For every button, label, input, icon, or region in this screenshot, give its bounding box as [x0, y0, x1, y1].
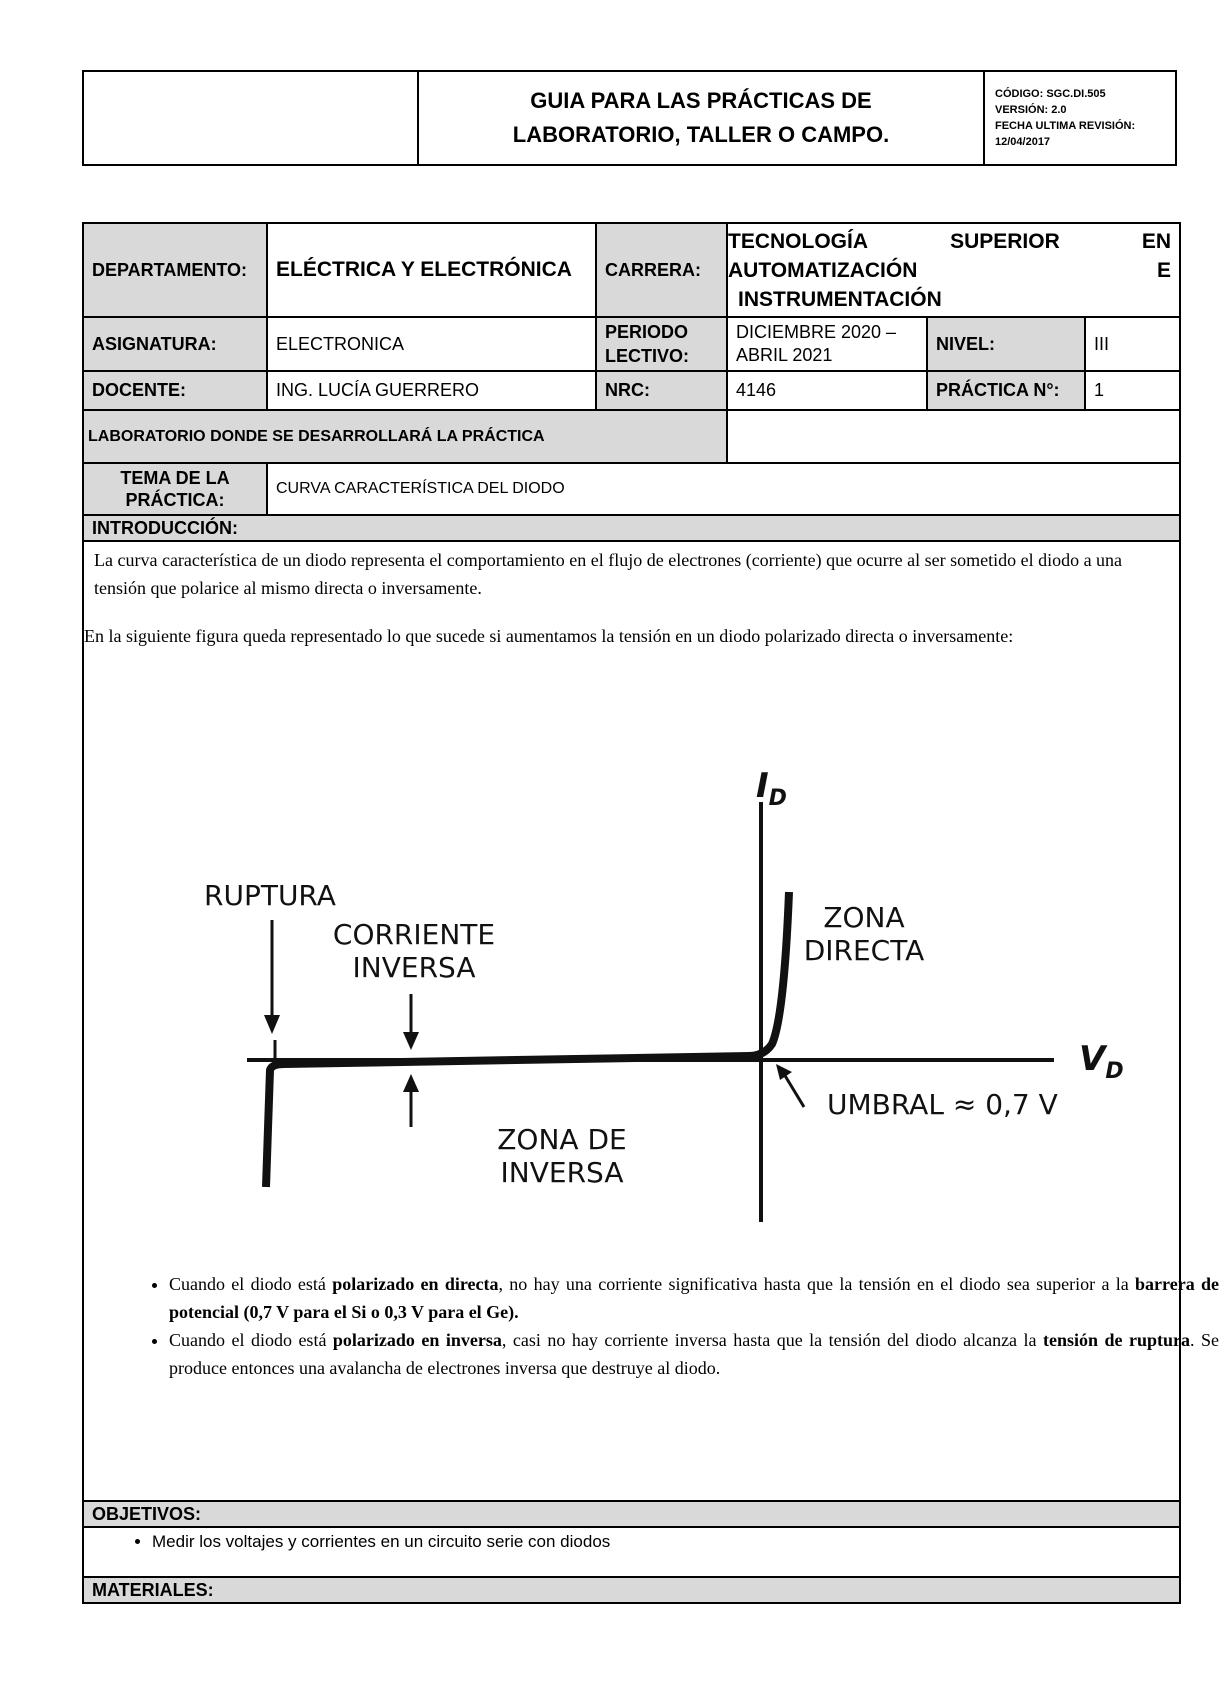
- carrera-word-1: TECNOLOGÍA: [728, 229, 868, 253]
- umbral-label: UMBRAL ≈ 0,7 V: [827, 1088, 1058, 1121]
- zona-directa-label-1: ZONA: [823, 901, 905, 934]
- carrera-word-4: AUTOMATIZACIÓN: [728, 258, 918, 282]
- introduccion-body: [83, 541, 1219, 1501]
- objetivos-heading: OBJETIVOS:: [83, 1501, 1180, 1527]
- practica-value: 1: [1085, 371, 1180, 410]
- practice-table: [82, 222, 1219, 1604]
- umbral-arrow: [784, 1074, 804, 1107]
- tema-label: [83, 463, 267, 515]
- zona-directa-label-2: DIRECTA: [803, 934, 925, 967]
- departamento-value: ELÉCTRICA Y ELECTRÓNICA: [267, 223, 596, 317]
- tema-label-line-1: TEMA DE LA: [120, 468, 230, 488]
- tema-value: CURVA CARACTERÍSTICA DEL DIODO: [267, 463, 1180, 515]
- intro-bullet-list: [114, 1270, 1219, 1382]
- y-axis-label: $I_D$: [756, 766, 787, 811]
- x-axis-label: $V_D$: [1079, 1039, 1124, 1084]
- periodo-label-line-2: LECTIVO:: [605, 346, 689, 366]
- nrc-label: NRC:: [596, 371, 727, 410]
- practica-label: PRÁCTICA N°:: [927, 371, 1085, 410]
- diode-curve-figure: [144, 672, 1144, 1252]
- objetivos-list: [92, 1532, 1171, 1552]
- document-title: [419, 72, 985, 164]
- nrc-value: 4146: [727, 371, 927, 410]
- carrera-label: CARRERA:: [596, 223, 727, 317]
- bullet-polarizado-directa: • Cuando el diodo está polarizado en directa, no hay una corriente significativa hasta que la tensión en el diodo sea superior a la barrera de potencial (0,7 V para el Si o 0,3 V para el Ge).: [169, 1270, 1219, 1326]
- laboratorio-label: LABORATORIO DONDE SE DESARROLLARÁ LA PRÁCTICA: [83, 410, 727, 463]
- corriente-inversa-label-1: CORRIENTE: [332, 918, 496, 951]
- asignatura-value: ELECTRONICA: [267, 317, 596, 371]
- zona-inversa-label-1: ZONA DE: [497, 1123, 627, 1156]
- zona-inversa-label-2: INVERSA: [500, 1156, 624, 1189]
- docente-label: DOCENTE:: [83, 371, 267, 410]
- laboratorio-value: [727, 410, 1180, 463]
- corriente-inversa-label-2: INVERSA: [352, 951, 476, 984]
- objetivo-item: • Medir los voltajes y corrientes en un circuito serie con diodos: [152, 1532, 1171, 1552]
- carrera-word-2: SUPERIOR: [950, 229, 1060, 253]
- objetivos-body: [83, 1527, 1180, 1577]
- corriente-arrow-bottom-head: [403, 1074, 419, 1092]
- carrera-word-6: INSTRUMENTACIÓN: [738, 287, 942, 311]
- title-line-1: GUIA PARA LAS PRÁCTICAS DE: [530, 88, 872, 113]
- asignatura-label: ASIGNATURA:: [83, 317, 267, 371]
- document-header: [82, 70, 1177, 166]
- departamento-label: DEPARTAMENTO:: [83, 223, 267, 317]
- materiales-heading: MATERIALES:: [83, 1577, 1180, 1603]
- nivel-label: NIVEL:: [927, 317, 1085, 371]
- intro-paragraph-1: La curva característica de un diodo representa el comportamiento en el flujo de electrones (corriente) que ocurre al ser sometido el diodo a una tensión que polarice al mismo directa o inversamente.: [94, 550, 1123, 598]
- title-line-2: LABORATORIO, TALLER O CAMPO.: [512, 122, 890, 147]
- periodo-value: [727, 317, 927, 371]
- periodo-label: [596, 317, 727, 371]
- tema-label-line-2: PRÁCTICA:: [125, 490, 225, 510]
- carrera-word-3: EN: [1141, 229, 1172, 253]
- ruptura-label: RUPTURA: [204, 879, 336, 912]
- carrera-value: [727, 223, 1180, 317]
- periodo-line-2: ABRIL 2021: [736, 345, 833, 365]
- introduccion-heading: INTRODUCCIÓN:: [83, 515, 1180, 541]
- docente-value: ING. LUCÍA GUERRERO: [267, 371, 596, 410]
- nivel-value: III: [1085, 317, 1180, 371]
- version: VERSIÓN: 2.0: [995, 104, 1067, 116]
- periodo-label-line-1: PERIODO: [605, 322, 689, 342]
- intro-paragraph-2: En la siguiente figura queda representado lo que sucede si aumentamos la tensión en un diodo polarizado directa o inversamente:: [84, 626, 1014, 646]
- logo-area: [84, 72, 419, 164]
- periodo-line-1: DICIEMBRE 2020 –: [736, 322, 897, 342]
- fecha: 12/04/2017: [995, 136, 1051, 148]
- document-meta: [985, 72, 1175, 164]
- codigo: CÓDIGO: SGC.DI.505: [995, 88, 1106, 100]
- corriente-arrow-top-head: [403, 1032, 419, 1050]
- umbral-arrow-head: [776, 1064, 792, 1080]
- fecha-label: FECHA ULTIMA REVISIÓN:: [995, 120, 1136, 132]
- ruptura-arrow-head: [264, 1015, 280, 1034]
- bullet-polarizado-inversa: • Cuando el diodo está polarizado en inversa, casi no hay corriente inversa hasta que la tensión del diodo alcanza la tensión de ruptura. Se produce entonces una avalancha de electrones inversa que destruye al diodo.: [169, 1326, 1219, 1382]
- carrera-word-5: E: [1157, 258, 1172, 282]
